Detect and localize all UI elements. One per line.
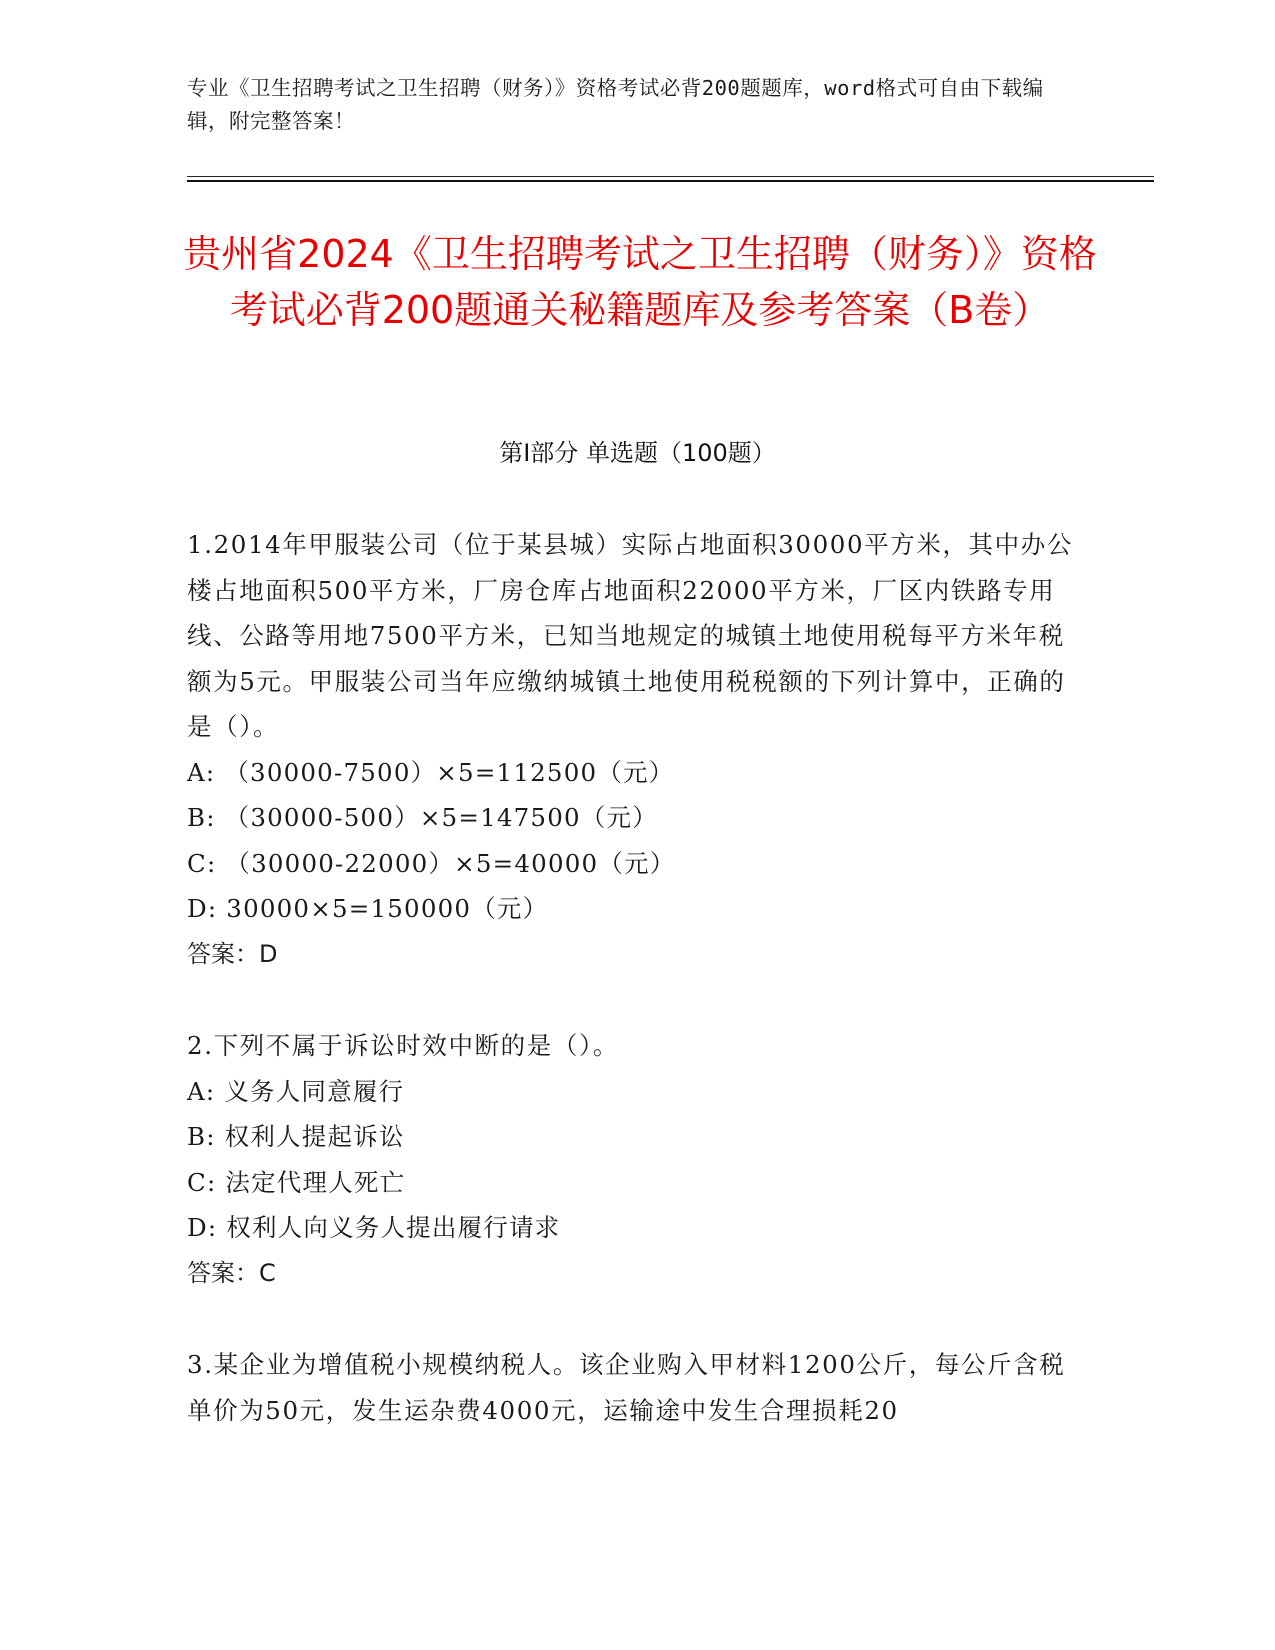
option-b: B: 权利人提起诉讼 <box>187 1122 405 1151</box>
header-divider-thin <box>187 176 1154 177</box>
header-divider-thick <box>187 180 1154 182</box>
option-d: D: 30000×5=150000（元） <box>187 894 549 923</box>
question-text: 1.2014年甲服装公司（位于某县城）实际占地面积30000平方米，其中办公楼占地面积500平方米，厂房仓库占地面积22000平方米，厂区内铁路专用线、公路等用地7500平方米，已知当地规定的城镇土地使用税每平方米年税额为5元。甲服装公司当年应缴纳城镇土地使用税税额的下列计算中，正确的是（）。 <box>187 530 1073 741</box>
question-2 <box>187 1023 1087 1296</box>
document-title: 贵州省2024《卫生招聘考试之卫生招聘（财务）》资格考试必背200题通关秘籍题库及参考答案（B卷） <box>183 232 1097 332</box>
section-heading: 第Ⅰ部分 单选题（100题） <box>499 439 776 467</box>
option-d: D: 权利人向义务人提出履行请求 <box>187 1213 561 1242</box>
option-b: B: （30000-500）×5=147500（元） <box>187 803 658 832</box>
question-text: 2.下列不属于诉讼时效中断的是（）。 <box>187 1031 619 1060</box>
option-a: A: （30000-7500）×5=112500（元） <box>187 757 675 787</box>
answer: 答案：C <box>187 1258 276 1287</box>
option-c: C: （30000-22000）×5=40000（元） <box>187 848 676 878</box>
question-text: 3.某企业为增值税小规模纳税人。该企业购入甲材料1200公斤，每公斤含税单价为50元，发生运杂费4000元，运输途中发生合理损耗20 <box>187 1350 1066 1425</box>
option-a: A: 义务人同意履行 <box>187 1076 405 1106</box>
question-1 <box>187 522 1087 977</box>
question-3 <box>187 1342 1087 1433</box>
header-note: 专业《卫生招聘考试之卫生招聘（财务）》资格考试必背200题题库，word格式可自由下载编辑，附完整答案！ <box>187 76 1044 133</box>
answer: 答案：D <box>187 939 278 968</box>
option-c: C: 法定代理人死亡 <box>187 1167 406 1197</box>
